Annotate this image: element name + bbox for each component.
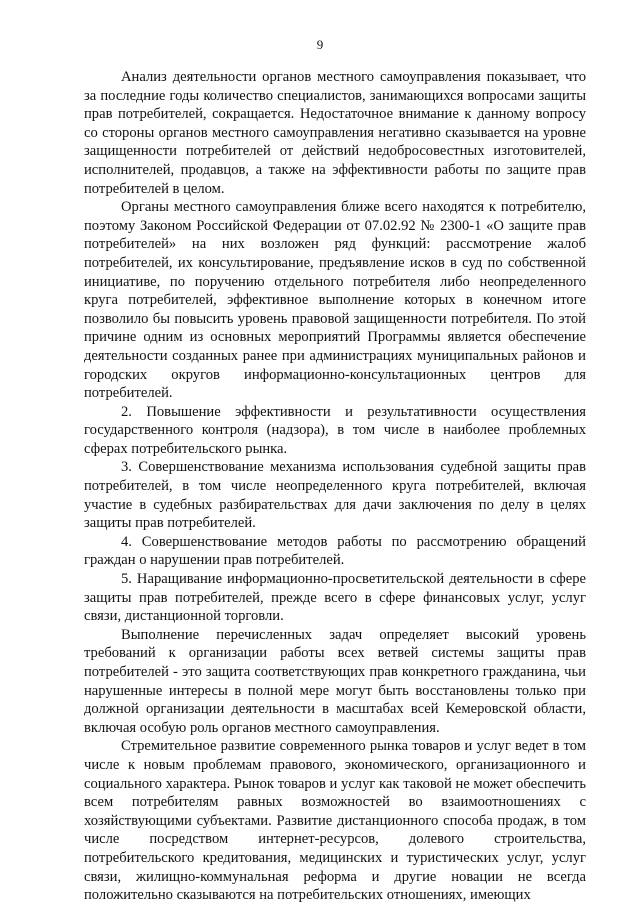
paragraph-analysis: Анализ деятельности органов местного самоуправления показывает, что за последние годы количество специалистов, занимающихся вопросами защиты прав потребителей, сокращается. Недостаточное внимание к данному вопросу со стороны органов местного самоуправления негативно сказывается на уровне защищенности потребителей от действий недобросовестных изготовителей, исполнителей, продавцов, а также на эффективности работы по защите прав потребителей в целом.	[84, 69, 586, 197]
paragraph-market-development: Стремительное развитие современного рынка товаров и услуг ведет в том числе к новым проблемам правового, экономического, организационного и социального характера. Рынок товаров и услуг как таковой не может обеспечить всем потребителям равных возможностей во взаимоотношениях с хозяйствующими субъектами. Развитие дистанционного способа продаж, в том числе посредством интернет-ресурсов, долевого строительства, потребительского кредитования, медицинских и туристических услуг, услуг связи, жилищно-коммунальная реформа и другие новации не всегда положительно сказываются на потребительских отношениях, имеющих	[84, 738, 586, 904]
paragraph-item-4: 4. Совершенствование методов работы по рассмотрению обращений граждан о нарушении прав потребителей.	[84, 533, 586, 569]
paragraph-item-2: 2. Повышение эффективности и результативности осуществления государственного контроля (надзора), в том числе в наиболее проблемных сферах потребительского рынка.	[84, 403, 586, 457]
paragraph-item-5: 5. Наращивание информационно-просветительской деятельности в сфере защиты прав потребителей, прежде всего в сфере финансовых услуг, услуг связи, дистанционной торговли.	[84, 571, 586, 625]
paragraph-requirements: Выполнение перечисленных задач определяет высокий уровень требований к организации работы всех ветвей системы защиты прав потребителей - это защита соответствующих прав конкретного гражданина, чьи нарушенные интересы в полной мере могут быть восстановлены только при должной организации деятельности в масштабах всей Кемеровской области, включая особую роль органов местного самоуправления.	[84, 626, 586, 736]
document-body	[84, 68, 586, 905]
paragraph-item-3: 3. Совершенствование механизма использования судебной защиты прав потребителей, в том числе неопределенного круга потребителей, включая участие в судебных разбирательствах для дачи заключения по делу в целях защиты прав потребителей.	[84, 459, 586, 532]
page-number: 9	[316, 37, 324, 52]
paragraph-local-authorities: Органы местного самоуправления ближе всего находятся к потребителю, поэтому Законом Российской Федерации от 07.02.92 № 2300-1 «О защите прав потребителей» на них возложен ряд функций: рассмотрение жалоб потребителей, их консультирование, предъявление исков в суд по собственной инициативе, по поручению отдельного потребителя либо неопределенного круга потребителей, эффективное выполнение которых в конечном итоге позволило бы повысить уровень правовой защищенности потребителя. По этой причине одним из основных мероприятий Программы является обеспечение деятельности созданных ранее при администрациях муниципальных районов и городских округов информационно-консультационных центров для потребителей.	[84, 199, 586, 402]
